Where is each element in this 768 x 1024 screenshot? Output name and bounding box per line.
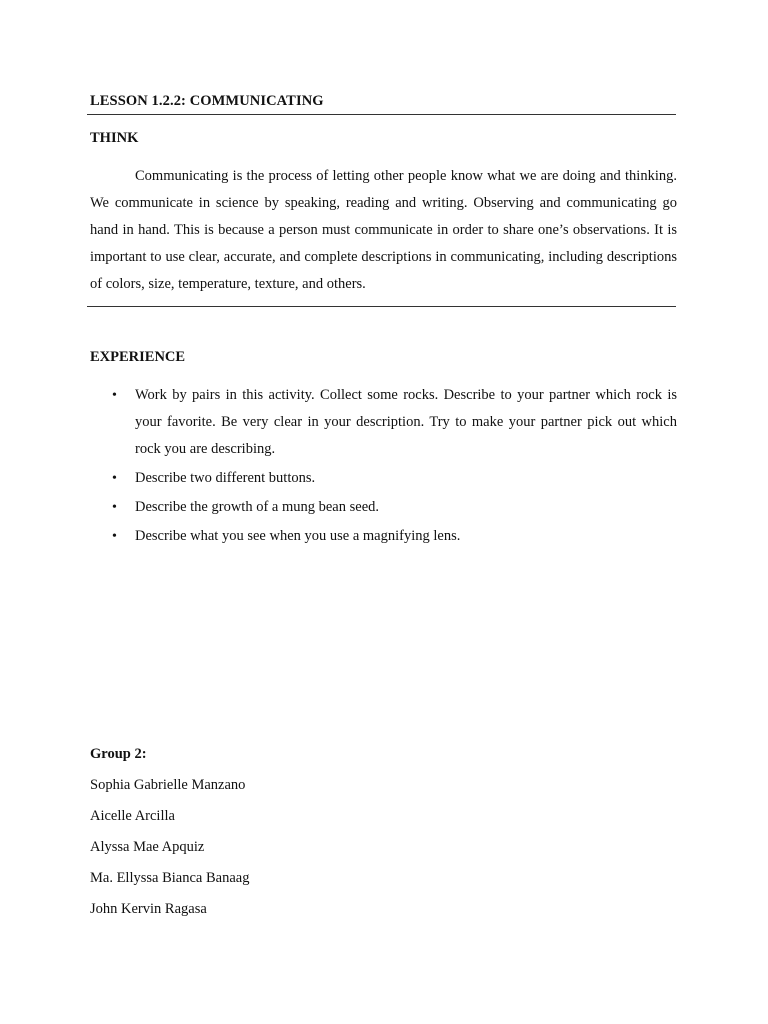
group-member: Ma. Ellyssa Bianca Banaag xyxy=(90,870,250,886)
group-members-list xyxy=(90,775,249,930)
bullet-icon: • xyxy=(112,388,117,403)
list-item xyxy=(90,382,677,463)
experience-heading: EXPERIENCE xyxy=(90,349,186,365)
list-item-text: Work by pairs in this activity. Collect some rocks. Describe to your partner which rock is your favorite. Be very clear in your description. Try to make your partner pick out which rock you are describing. xyxy=(135,387,677,457)
top-divider xyxy=(87,114,676,115)
group-member: Aicelle Arcilla xyxy=(90,808,175,824)
list-item xyxy=(90,465,677,492)
list-item xyxy=(90,494,677,521)
bottom-divider xyxy=(87,306,676,307)
lesson-title: LESSON 1.2.2: COMMUNICATING xyxy=(90,93,324,109)
group-member: John Kervin Ragasa xyxy=(90,901,207,917)
think-heading: THINK xyxy=(90,130,139,146)
list-item-text: Describe two different buttons. xyxy=(135,470,316,486)
list-item-text: Describe what you see when you use a magnifying lens. xyxy=(135,528,461,544)
think-paragraph: Communicating is the process of letting other people know what we are doing and thinking. We communicate in science by speaking, reading and writing. Observing and communicating go hand in hand. This is because a person must communicate in order to share one’s observations. It is important to use clear, accurate, and complete descriptions in communicating, including descriptions of colors, size, temperature, texture, and others. xyxy=(90,168,677,292)
bullet-icon: • xyxy=(112,471,117,486)
bullet-icon: • xyxy=(112,500,117,515)
list-item-text: Describe the growth of a mung bean seed. xyxy=(135,499,380,515)
experience-list xyxy=(90,382,677,552)
bullet-icon: • xyxy=(112,529,117,544)
list-item xyxy=(90,523,677,550)
group-member: Alyssa Mae Apquiz xyxy=(90,839,205,855)
group-member: Sophia Gabrielle Manzano xyxy=(90,777,246,793)
group-heading: Group 2: xyxy=(90,746,147,762)
